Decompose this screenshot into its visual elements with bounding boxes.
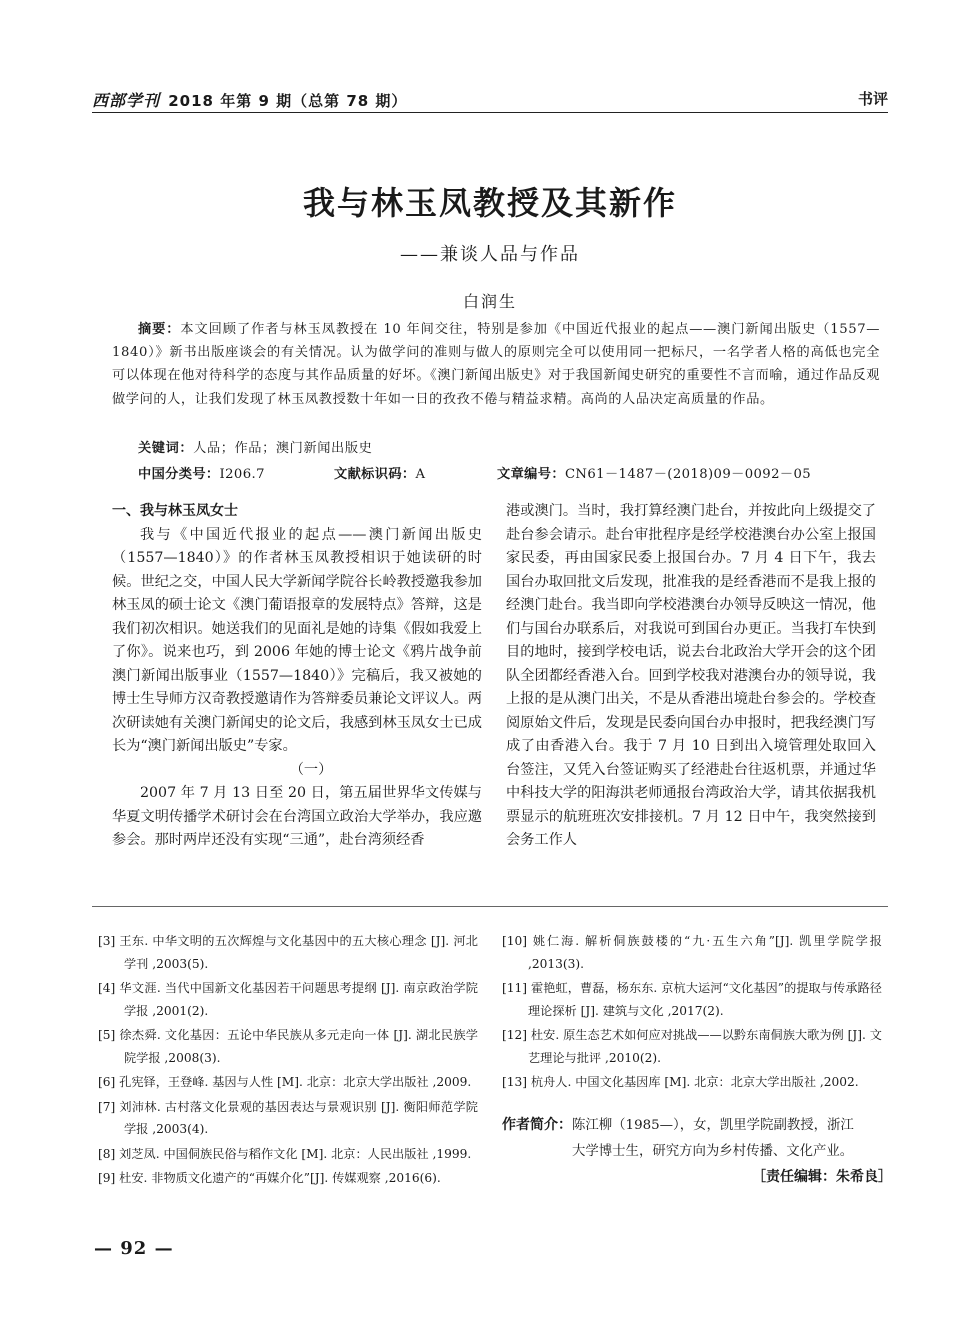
reference-item: [6] 孔宪铎，王登峰. 基因与人性 [M]. 北京：北京大学出版社 ,2009.: [98, 1075, 472, 1089]
author-bio: [502, 1112, 894, 1165]
journal-name: 西部学刊: [92, 91, 161, 110]
article-subtitle: ——兼谈人品与作品: [400, 244, 580, 265]
reference-item: [13] 杭舟人. 中国文化基因库 [M]. 北京：北京大学出版社 ,2002.: [502, 1075, 859, 1089]
subsection-heading: （一）: [289, 761, 333, 778]
article-number: [497, 463, 811, 482]
body-paragraph: 我与《中国近代报业的起点——澳门新闻出版史（1557—1840）》的作者林玉凤教授相识于她读研的时候。世纪之交，中国人民大学新闻学院谷长岭教授邀我参加林玉凤的硕士论文《澳门葡语报章的发展特点》答辩，这是我们初次相识。她送我们的见面礼是她的诗集《假如我爱上了你》。说来也巧，到 2006 年她的博士论文《鸦片战争前澳门新闻出版事业（1557—1840）》完稿后，我又被她的博士生导师方汉奇教授邀请作为答辩委员兼论文评议人。两次研读她有关澳门新闻史的论文后，我感到林玉凤女士已成长为“澳门新闻出版史”专家。: [112, 526, 482, 754]
references-right: [502, 930, 882, 1096]
reference-item: [7] 刘沛林. 古村落文化景观的基因表达与景观识别 [J]. 衡阳师范学院学报 ,2003(4).: [98, 1099, 478, 1136]
doc-label: 文献标识码：: [334, 467, 416, 482]
section-heading: 一、我与林玉凤女士: [112, 503, 238, 519]
reference-item: [8] 刘芝凤. 中国侗族民俗与稻作文化 [M]. 北京：人民出版社 ,1999.: [98, 1146, 472, 1161]
section-label: 书评: [857, 90, 888, 108]
author-name: 白润生: [462, 292, 517, 311]
reference-item: [5] 徐杰舜. 文化基因：五论中华民族从多元走向一体 [J]. 湖北民族学院学报 ,2008(3).: [98, 1028, 478, 1065]
reference-item: [4] 华文涯. 当代中国新文化基因若干问题思考提纲 [J]. 南京政治学院学报 ,2001(2).: [98, 981, 478, 1018]
references-left: [98, 930, 478, 1192]
reference-item: [3] 王东. 中华文明的五次辉煌与文化基因中的五大核心理念 [J]. 河北学刊 ,2003(5).: [98, 934, 478, 971]
reference-item: [12] 杜安. 原生态艺术如何应对挑战——以黔东南侗族大歌为例 [J]. 文艺理论与批评 ,2010(2).: [502, 1028, 882, 1065]
reference-item: [9] 杜安. 非物质文化遗产的“再媒介化”[J]. 传媒观察 ,2016(6).: [98, 1171, 441, 1185]
abstract-label: 摘要：: [138, 322, 181, 337]
reference-item: [10] 姚仁海. 解析侗族鼓楼的“九·五生六角”[J]. 凯里学院学报 ,2013(3).: [502, 934, 882, 971]
abstract-text: 本文回顾了作者与林玉凤教授在 10 年间交往，特别是参加《中国近代报业的起点——澳门新闻出版史（1557—1840）》新书出版座谈会的有关情况。认为做学问的准则与做人的原则完全可以使用同一把标尺，一名学者人格的高低也完全可以体现在他对待科学的态度与其作品质量的好坏。《澳门新闻出版史》对于我国新闻史研究的重要性不言而喻，通过作品反观做学问的人，让我们发现了林玉凤教授数十年如一日的孜孜不倦与精益求精。高尚的人品决定高质量的作品。: [112, 322, 880, 407]
body-column-left: [112, 500, 482, 853]
abstract: [112, 318, 880, 411]
document-code: [334, 463, 425, 482]
art-label: 文章编号：: [497, 467, 565, 482]
bio-label: 作者简介：: [502, 1117, 572, 1133]
body-column-right: [506, 500, 876, 853]
running-header: [92, 84, 888, 114]
keywords: [138, 437, 372, 456]
clc-number: [138, 463, 265, 482]
doc-value: A: [415, 467, 426, 482]
header-rule: [92, 112, 888, 113]
clc-label: 中国分类号：: [138, 467, 220, 482]
bio-line: 陈江柳（1985—），女，凯里学院副教授，浙江: [572, 1118, 854, 1133]
body-paragraph: 港或澳门。当时，我打算经澳门赴台，并按此向上级提交了赴台参会请示。赴台审批程序是经学校港澳台办公室上报国家民委，再由国家民委上报国台办。7 月 4 日下午，我去国台办取回批文后发现，批准我的是经香港而不是我上报的经澳门赴台。我当即向学校港澳台办领导反映这一情况，他们与国台办联系后，对我说可到国台办更正。当我打车快到目的地时，接到学校电话，说去台北政治大学开会的这个团队全团都经香港入台。回到学校我对港澳台办的领导说，我上报的是从澳门出关，不是从香港出境赴台参会的。学校查阅原始文件后，发现是民委向国台办申报时，把我经澳门写成了由香港入台。我于 7 月 10 日到出入境管理处取回入台签注，又凭入台签证购买了经港赴台往返机票，并通过华中科技大学的阳海洪老师通报台湾政治大学，请其依据我机票显示的航班班次安排接机。7 月 12 日中午，我突然接到会务工作人: [506, 503, 876, 848]
journal-issue: [92, 88, 407, 111]
keywords-label: 关键词：: [138, 441, 194, 456]
footnote-rule: [92, 906, 888, 907]
article-title: 我与林玉凤教授及其新作: [302, 184, 677, 222]
reference-item: [11] 霍艳虹，曹磊，杨东东. 京杭大运河“文化基因”的提取与传承路径理论探析 [J]. 建筑与文化 ,2017(2).: [502, 981, 882, 1018]
bio-line: 大学博士生，研究方向为乡村传播、文化产业。: [572, 1144, 854, 1159]
art-value: CN61－1487－(2018)09－0092－05: [564, 467, 812, 482]
page-number: — 92 —: [94, 1238, 174, 1259]
responsible-editor: ［责任编辑：朱希良］: [752, 1169, 892, 1185]
clc-value: I206.7: [219, 467, 265, 482]
body-paragraph: 2007 年 7 月 13 日至 20 日，第五届世界华文传媒与华夏文明传播学术研讨会在台湾国立政治大学举办，我应邀参会。那时两岸还没有实现“三通”，赴台湾须经香: [112, 785, 482, 848]
issue-info: 2018 年第 9 期（总第 78 期）: [168, 92, 408, 110]
keywords-text: 人品；作品；澳门新闻出版史: [193, 441, 373, 456]
